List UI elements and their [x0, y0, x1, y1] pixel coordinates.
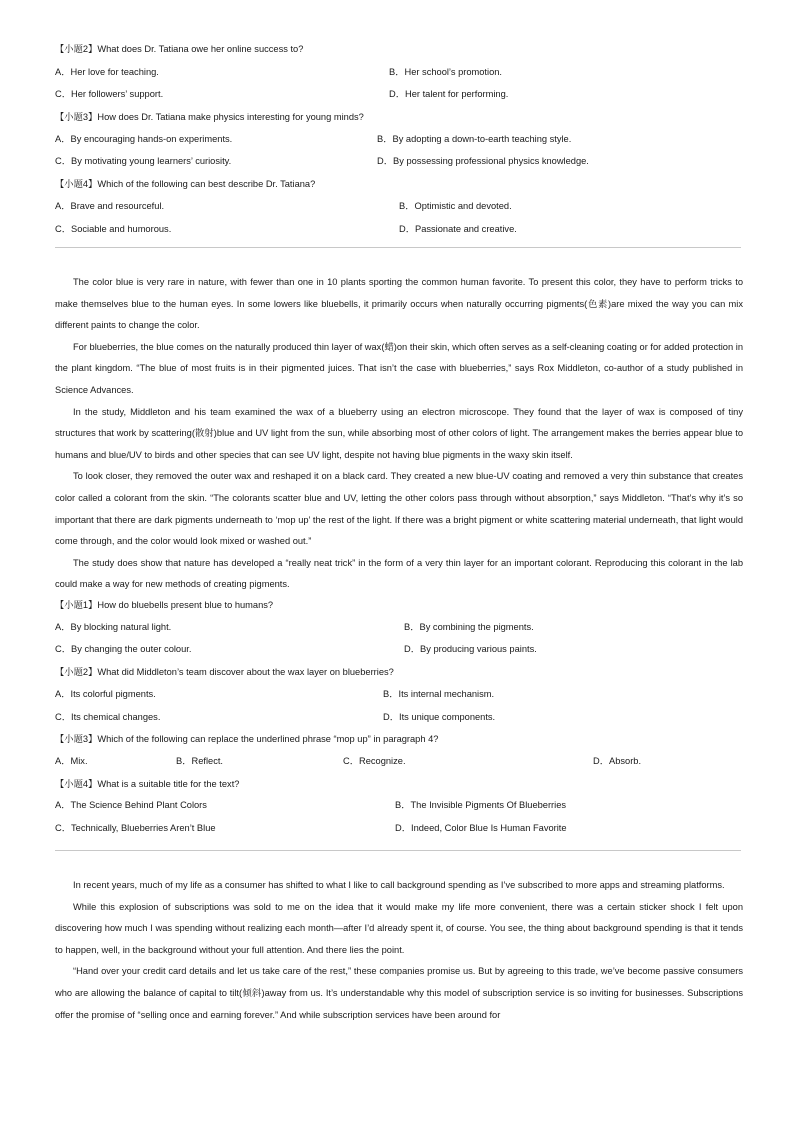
option-b: B．The Invisible Pigments Of Blueberries	[395, 800, 567, 810]
paragraph: In the study, Middleton and his team examined the wax of a blueberry using an electron microscope. They found that the layer of wax is composed of tiny structures that work by scattering(散射)blue and UV light from the sun, while absorbing most of other colors of light. The arrangement makes the berries appear blue to humans and blue/UV to birds and other species that can see UV light, despite not having blue pigments in the waxy skin itself.	[55, 406, 743, 460]
option-b: B．Its internal mechanism.	[383, 689, 495, 699]
option-c: C．Recognize.	[343, 756, 406, 766]
option-a: A．By blocking natural light.	[55, 622, 172, 632]
option-c: C．Sociable and humorous.	[55, 224, 172, 234]
option-a: A．Mix.	[55, 756, 88, 766]
paragraph: “Hand over your credit card details and let us take care of the rest,” these companies promise us. But by agreeing to this trade, we’ve become passive consumers who are allowing the balance of capital to tilt(倾斜)away from us. It’s understandable why this model of subscription service is so inviting for businesses. Subscriptions offer the promise of “selling once and earning forever.” And while subscription services have been around for	[55, 966, 743, 1020]
option-b: B．By adopting a down-to-earth teaching style.	[377, 134, 572, 144]
option-a: A．Her love for teaching.	[55, 67, 159, 77]
option-c: C．Its chemical changes.	[55, 712, 161, 722]
option-b: B．Her school’s promotion.	[389, 67, 502, 77]
question-stem: 【小题2】What does Dr. Tatiana owe her online success to?	[55, 44, 304, 54]
question-stem: 【小题2】What did Middleton’s team discover about the wax layer on blueberries?	[55, 667, 394, 677]
question-stem: 【小题3】Which of the following can replace the underlined phrase “mop up” in paragraph 4?	[55, 734, 439, 744]
option-a: A．Brave and resourceful.	[55, 201, 165, 211]
section-divider	[55, 247, 741, 248]
option-c: C．By changing the outer colour.	[55, 644, 192, 654]
option-d: D．By producing various paints.	[404, 644, 537, 654]
option-b: B．Reflect.	[176, 756, 224, 766]
paragraph: The color blue is very rare in nature, with fewer than one in 10 plants sporting the common human favorite. To present this color, they have to perform tricks to make themselves blue to the human eyes. In some lowers like bluebells, it primarily occurs when naturally occurring pigments(色素)are mixed the way you can mix different paints to change the color.	[55, 277, 743, 331]
option-c: C．By motivating young learners’ curiosity.	[55, 156, 232, 166]
option-a: A．By encouraging hands-on experiments.	[55, 134, 233, 144]
option-c: C．Technically, Blueberries Aren’t Blue	[55, 823, 216, 833]
question-stem: 【小题3】How does Dr. Tatiana make physics interesting for young minds?	[55, 112, 364, 122]
paragraph: For blueberries, the blue comes on the naturally produced thin layer of wax(蜡)on their skin, which often serves as a self-cleaning coating or for added protection in the plant kingdom. “The blue of most fruits is in their pigmented juices. That isn’t the case with blueberries,” says Rox Middleton, co-author of a study published in Science Advances.	[55, 341, 743, 395]
option-d: D．Absorb.	[593, 756, 642, 766]
question-stem: 【小题4】What is a suitable title for the text?	[55, 779, 240, 789]
option-a: A．Its colorful pigments.	[55, 689, 156, 699]
paragraph: The study does show that nature has developed a “really neat trick” in the form of a very thin layer for an important colorant. Reproducing this colorant in the lab could make a way for new methods of creating pigments.	[55, 557, 743, 590]
option-d: D．By possessing professional physics knowledge.	[377, 156, 589, 166]
paragraph: While this explosion of subscriptions was sold to me on the idea that it would make my life more convenient, there was a certain sticker shock I felt upon discovering how much I was spending without realizing each month—after I’d already spent it, of course. You see, the thing about background spending is that it tends to happen, well, in the background without your full attention. And there lies the point.	[55, 901, 743, 955]
option-d: D．Passionate and creative.	[399, 224, 517, 234]
option-d: D．Its unique components.	[383, 712, 496, 722]
option-d: D．Indeed, Color Blue Is Human Favorite	[395, 823, 567, 833]
question-stem: 【小题4】Which of the following can best describe Dr. Tatiana?	[55, 179, 316, 189]
section-divider	[55, 850, 741, 851]
passage	[55, 272, 743, 596]
option-c: C．Her followers’ support.	[55, 89, 164, 99]
option-b: B．Optimistic and devoted.	[399, 201, 512, 211]
option-d: D．Her talent for performing.	[389, 89, 509, 99]
option-b: B．By combining the pigments.	[404, 622, 534, 632]
paragraph: In recent years, much of my life as a consumer has shifted to what I like to call background spending as I’ve subscribed to more apps and streaming platforms.	[73, 880, 725, 890]
passage	[55, 875, 743, 1026]
paragraph: To look closer, they removed the outer wax and reshaped it on a black card. They created a new blue-UV coating and removed a very thin substance that creates color called a colorant from the skin. “The colorants scatter blue and UV, letting the other colors pass through without absorption,” says Middleton. “That’s why it’s so important that there are dark pigments underneath to ‘mop up’ the rest of the light. If there was a bright pigment or white scattering material underneath, that light would come through, and the color would look mixed or washed out.”	[55, 471, 743, 547]
option-a: A．The Science Behind Plant Colors	[55, 800, 207, 810]
question-stem: 【小题1】How do bluebells present blue to humans?	[55, 600, 274, 610]
